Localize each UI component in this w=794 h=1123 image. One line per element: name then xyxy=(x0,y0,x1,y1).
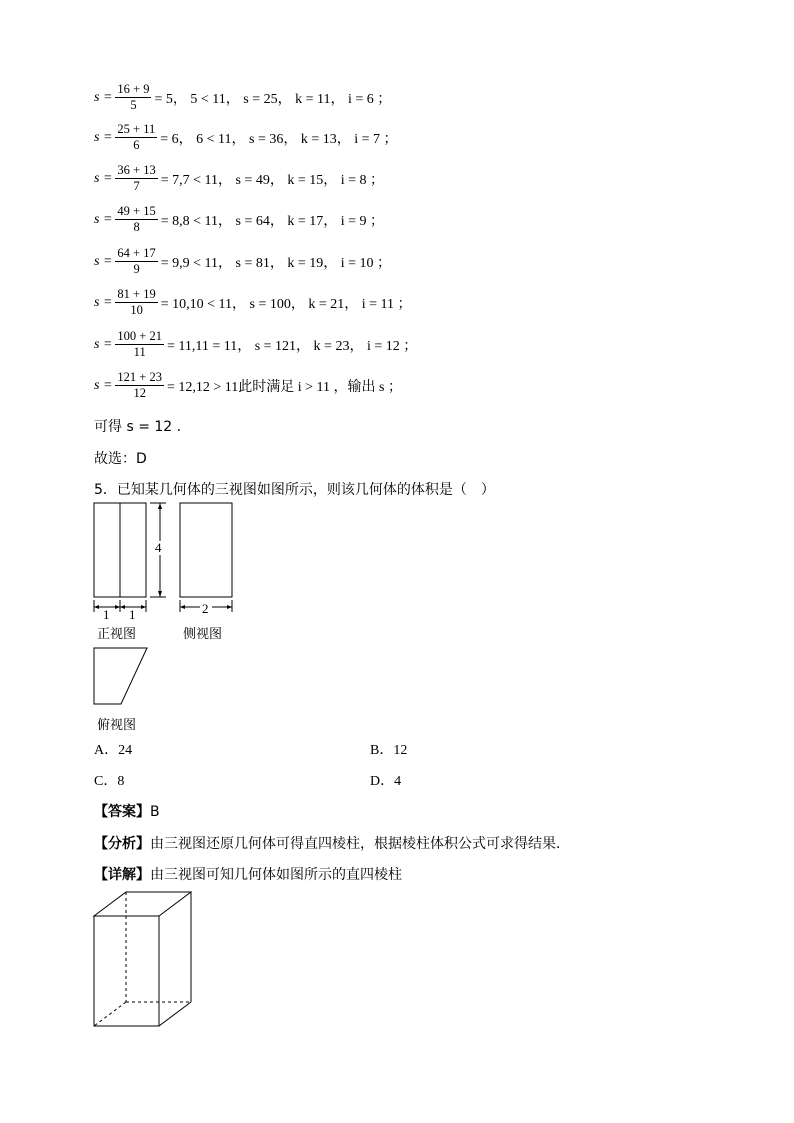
choice-line: 故选：D xyxy=(94,451,147,467)
step-fraction xyxy=(115,287,157,318)
analysis-text: 由三视图还原几何体可得直四棱柱，根据棱柱体积公式可求得结果. xyxy=(150,836,561,852)
dim-side-label: 2 xyxy=(202,601,209,616)
answer-tag: 【答案】 xyxy=(94,804,150,820)
step-denominator: 9 xyxy=(133,262,140,276)
step-s-label: s = xyxy=(94,377,113,393)
front-view-figure xyxy=(90,500,170,620)
side-view-outline xyxy=(180,503,232,597)
step-line xyxy=(94,163,384,194)
dim-w1-label: 1 xyxy=(103,607,110,622)
dim-w2-label: 1 xyxy=(129,607,136,622)
top-view-caption: 俯视图 xyxy=(97,718,137,733)
step-denominator: 11 xyxy=(133,345,146,359)
dim-height-label: 4 xyxy=(155,540,162,555)
step-line xyxy=(94,204,384,235)
step-numerator: 49 + 15 xyxy=(117,204,156,218)
step-s-label: s = xyxy=(94,170,113,186)
step-line xyxy=(94,122,398,153)
step-denominator: 8 xyxy=(133,220,140,234)
option-b: B．12 xyxy=(370,743,408,758)
side-view-caption: 侧视图 xyxy=(183,627,223,642)
detail-line xyxy=(94,864,402,884)
front-view-caption: 正视图 xyxy=(97,627,137,642)
step-rest: = 11,11 = 11， s = 121， k = 23， i = 12 ； xyxy=(166,338,418,354)
option-d: D．4 xyxy=(370,774,402,789)
step-s-label: s = xyxy=(94,253,113,269)
step-line xyxy=(94,370,402,401)
step-fraction xyxy=(115,204,157,235)
detail-text: 由三视图可知几何体如图所示的直四棱柱 xyxy=(150,867,402,883)
step-numerator: 100 + 21 xyxy=(117,329,162,343)
analysis-tag: 【分析】 xyxy=(94,836,150,852)
answer-line xyxy=(94,801,160,821)
detail-tag: 【详解】 xyxy=(94,867,150,883)
step-s-label: s = xyxy=(94,294,113,310)
step-numerator: 16 + 9 xyxy=(117,82,150,96)
step-rest: = 5， 5 < 11， s = 25， k = 11， i = 6 ； xyxy=(154,91,392,107)
step-s-label: s = xyxy=(94,211,113,227)
top-view-figure xyxy=(90,644,150,709)
step-denominator: 10 xyxy=(130,303,143,317)
step-s-label: s = xyxy=(94,336,113,352)
step-line xyxy=(94,246,391,277)
step-s-label: s = xyxy=(94,89,113,105)
result-line: 可得 s = 12 . xyxy=(94,419,182,435)
step-fraction xyxy=(115,163,157,194)
step-fraction xyxy=(115,370,164,401)
step-rest: = 12,12 > 11此时满足 i > 11 ，输出 s ； xyxy=(166,379,402,395)
analysis-line xyxy=(94,833,560,853)
option-a: A．24 xyxy=(94,743,133,758)
prism-top-face xyxy=(94,892,191,916)
question-5: 5．已知某几何体的三视图如图所示，则该几何体的体积是（ ） xyxy=(94,482,495,498)
step-rest: = 6， 6 < 11， s = 36， k = 13， i = 7 ； xyxy=(160,131,398,147)
step-numerator: 64 + 17 xyxy=(117,246,156,260)
step-rest: = 10,10 < 11， s = 100， k = 21， i = 11 ； xyxy=(160,296,412,312)
step-s-label: s = xyxy=(94,129,113,145)
step-numerator: 81 + 19 xyxy=(117,287,156,301)
step-rest: = 8,8 < 11， s = 64， k = 17， i = 9 ； xyxy=(160,213,385,229)
step-fraction xyxy=(115,329,164,360)
step-fraction xyxy=(115,246,157,277)
step-line xyxy=(94,82,391,113)
step-line xyxy=(94,329,417,360)
step-line xyxy=(94,287,412,318)
top-view-trapezoid xyxy=(94,648,147,704)
option-c: C．8 xyxy=(94,774,125,789)
step-fraction xyxy=(115,122,157,153)
step-denominator: 12 xyxy=(133,386,146,400)
step-rest: = 7,7 < 11， s = 49， k = 15， i = 8 ； xyxy=(160,172,385,188)
answer-value: B xyxy=(150,804,160,820)
step-numerator: 25 + 11 xyxy=(117,122,156,136)
step-denominator: 5 xyxy=(130,98,137,112)
step-numerator: 36 + 13 xyxy=(117,163,156,177)
step-denominator: 6 xyxy=(133,138,140,152)
prism-figure xyxy=(90,888,200,1033)
step-fraction xyxy=(115,82,151,113)
step-denominator: 7 xyxy=(133,179,140,193)
step-rest: = 9,9 < 11， s = 81， k = 19， i = 10 ； xyxy=(160,255,392,271)
step-numerator: 121 + 23 xyxy=(117,370,162,384)
